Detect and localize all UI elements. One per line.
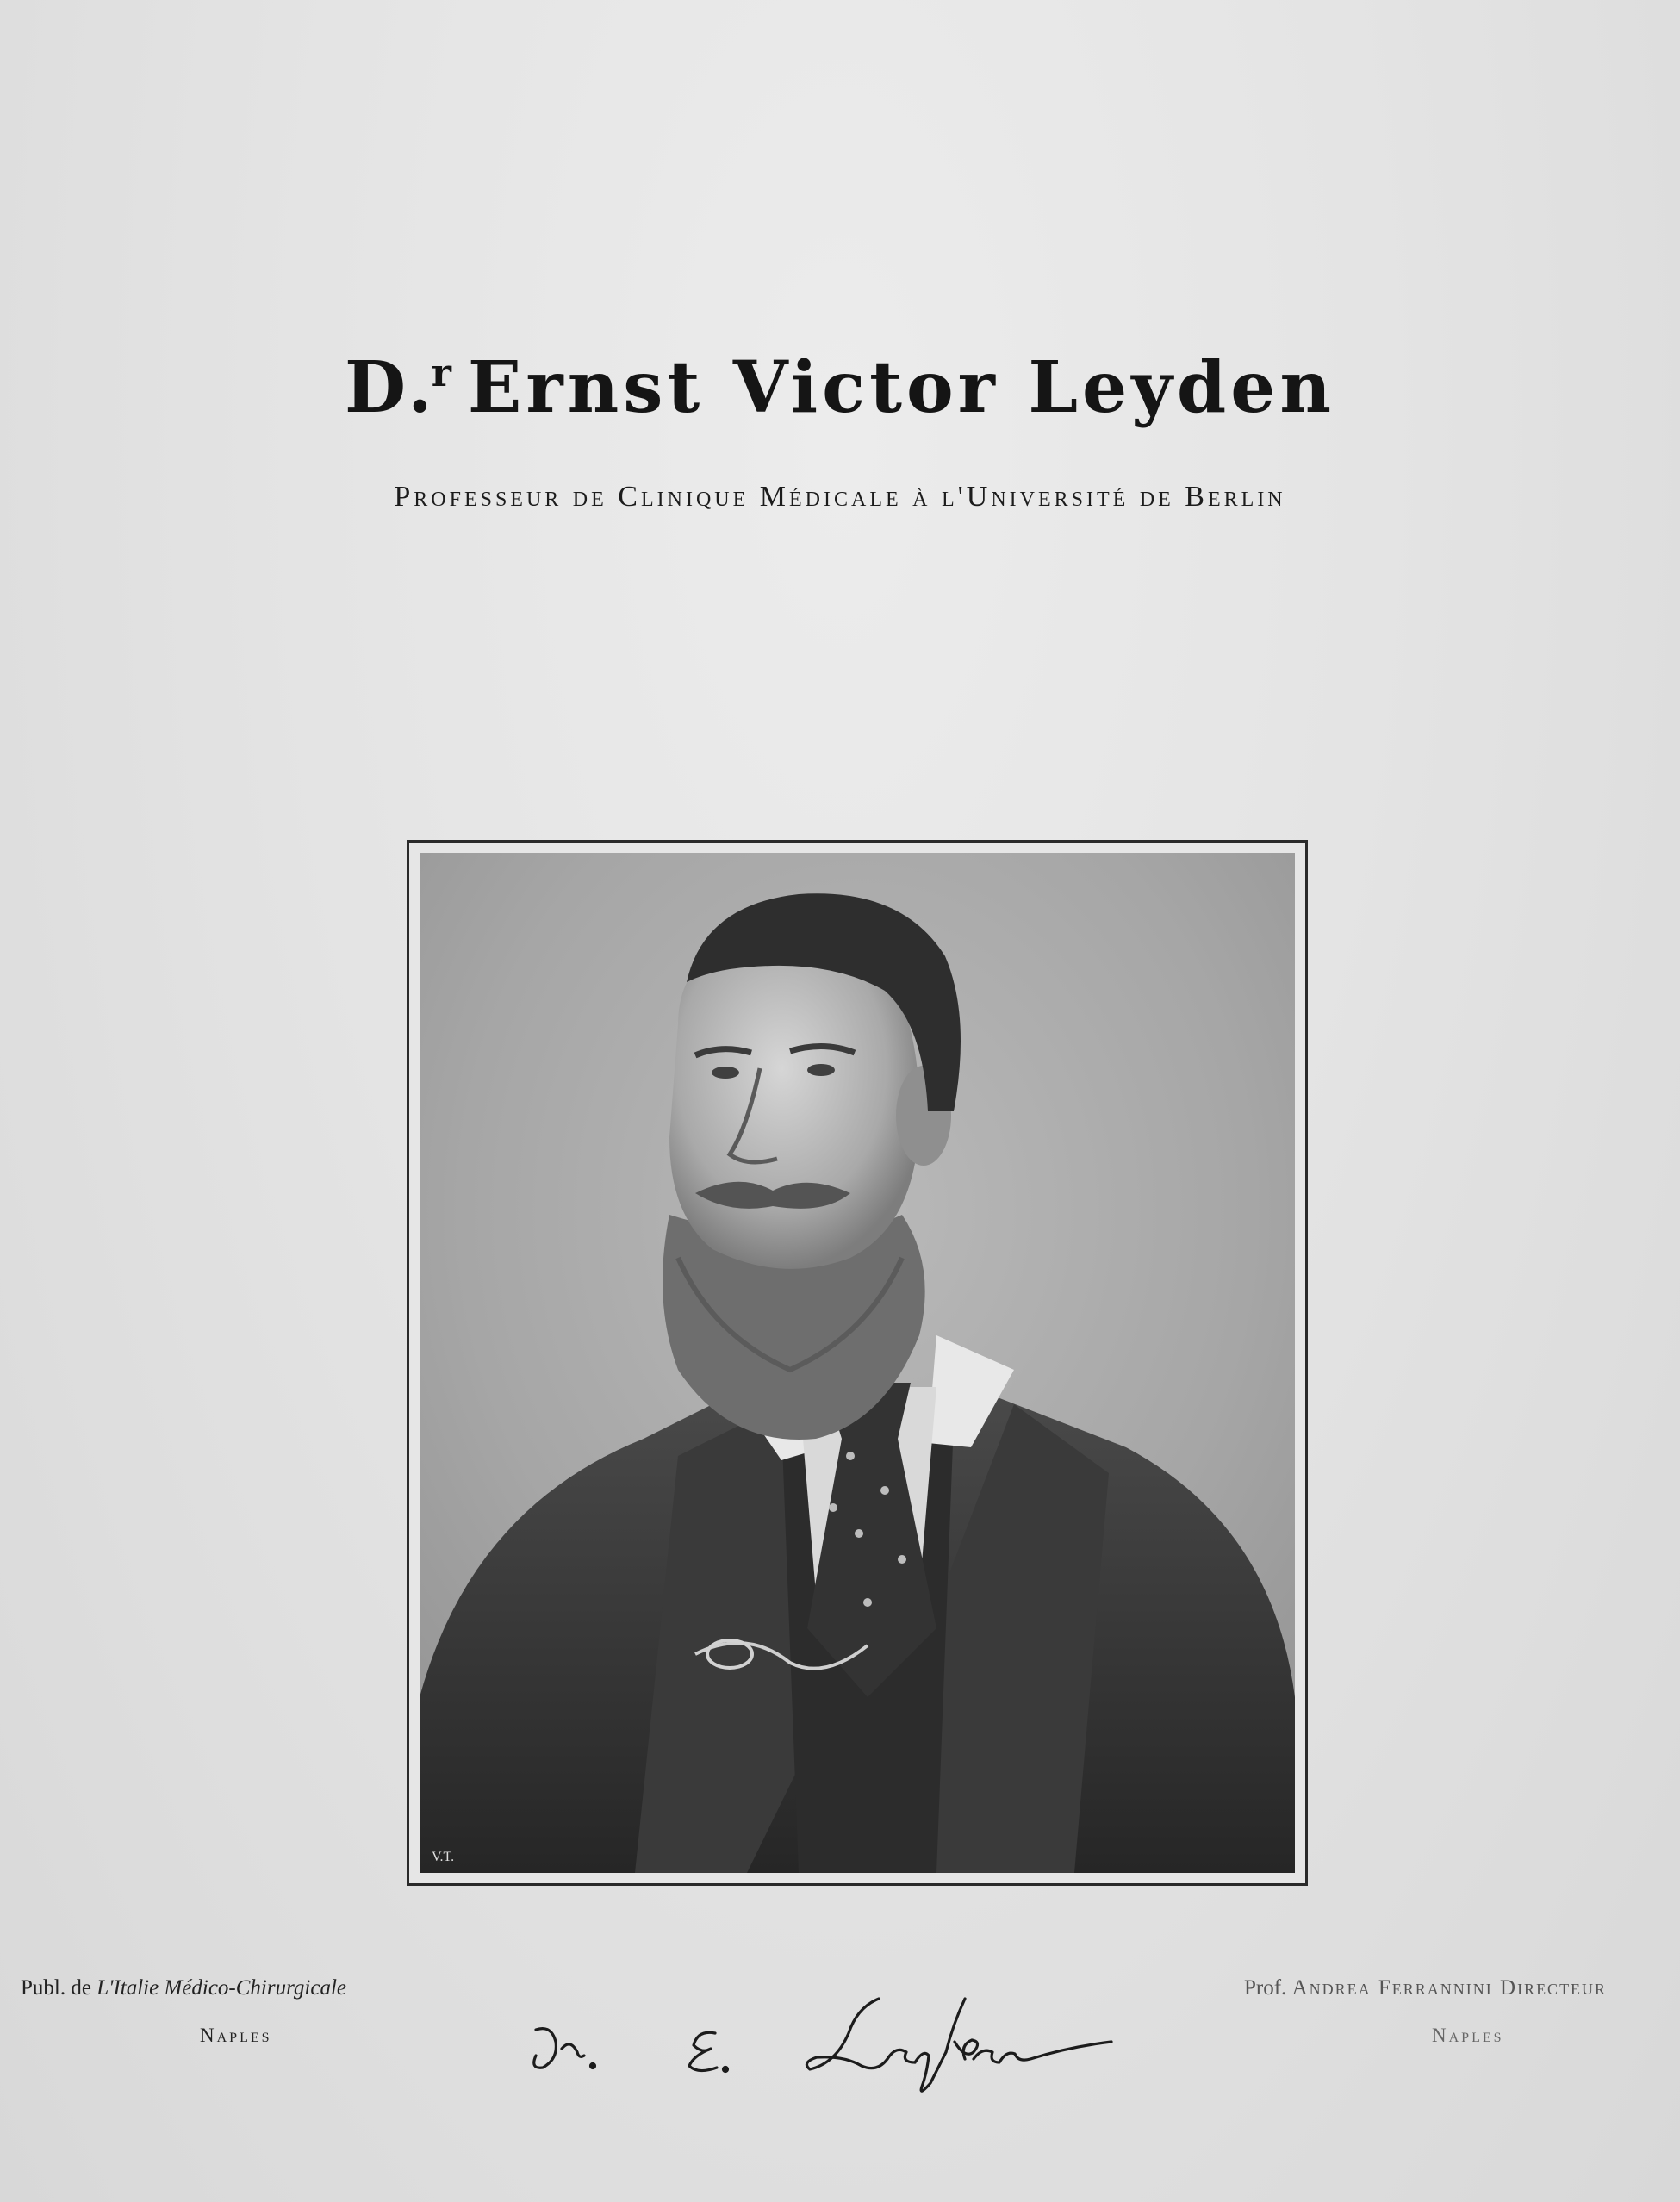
publisher-line (21, 1976, 346, 2000)
handwritten-signature (517, 1973, 1206, 2102)
title-prefix: D. (344, 346, 437, 429)
director-name: Andrea Ferrannini Directeur (1291, 1976, 1608, 2000)
publisher-city: Naples (200, 2025, 272, 2046)
engraver-mark: V.T. (432, 1850, 455, 1864)
director-city: Naples (1432, 2025, 1504, 2046)
title-name: Ernst Victor Leyden (467, 346, 1335, 429)
title-prefix-superscript: r (431, 351, 456, 395)
page-subtitle: Professeur de Clinique Médicale à l'Université de Berlin (394, 481, 1286, 513)
portrait-frame (407, 840, 1308, 1886)
publisher-prefix: Publ. de (21, 1976, 91, 2000)
director-prefix: Prof. (1244, 1976, 1287, 2000)
publisher-journal: L'Italie Médico-Chirurgicale (96, 1976, 346, 2000)
page-title (0, 346, 1680, 429)
director-line (1244, 1976, 1680, 2000)
portrait-image (420, 853, 1295, 1873)
